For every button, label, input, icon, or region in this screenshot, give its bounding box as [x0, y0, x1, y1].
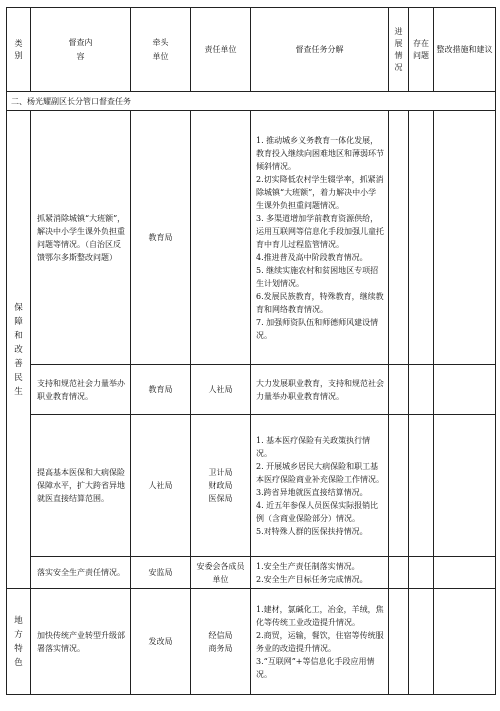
row-lead-unit: 教育局: [131, 111, 191, 365]
row-responsible-unit: 安委会各成员单位: [191, 557, 251, 589]
row-tasks: [251, 589, 389, 695]
task-item: 5. 继续实施农村和贫困地区专项招生计划情况。: [256, 265, 379, 288]
task-item: 5.对特殊人群的医保扶持情况。: [256, 526, 368, 536]
row-lead-unit: 发改局: [131, 589, 191, 695]
row-progress: [389, 557, 409, 589]
table-row: [7, 415, 496, 557]
task-item: 6.发展民族教育，特殊教育，继续教育和网络教育情况。: [256, 291, 384, 314]
table-row: [7, 589, 496, 695]
row-responsible-unit: 经信局 商务局: [191, 589, 251, 695]
task-item: 1. 基本医疗保险有关政策执行情况。: [256, 435, 371, 458]
task-item: 1. 推动城乡义务教育一体化发展，教育投入继续向困难地区和薄弱环节倾斜情况。: [256, 135, 384, 171]
row-lead-unit: 安监局: [131, 557, 191, 589]
task-item: 7. 加强师资队伍和师德师风建设情况。: [256, 317, 379, 340]
row-responsible-unit: 人社局: [191, 365, 251, 415]
header-measures: 整改措施和建议: [434, 8, 496, 92]
header-progress: 进展情况: [389, 8, 409, 92]
row-content: 提高基本医保和大病保险保障水平，扩大跨省异地就医直接结算范围。: [31, 415, 131, 557]
row-responsible-unit: 卫计局 财政局 医保局: [191, 415, 251, 557]
inspection-task-table: [6, 7, 496, 695]
row-problems: [409, 415, 434, 557]
task-item: 2.切实降低农村学生辍学率，抓紧消除城镇“大班额”，着力解决中小学生课外负担重问题情况。: [256, 174, 384, 210]
row-lead-unit: 教育局: [131, 365, 191, 415]
row-lead-unit: 人社局: [131, 415, 191, 557]
row-content: 抓紧消除城镇“大班额”，解决中小学生课外负担重问题等情况。（自治区反馈鄂尔多斯整改问题）: [31, 111, 131, 365]
row-progress: [389, 415, 409, 557]
row-measures: [434, 557, 496, 589]
task-item: 3. 多渠道增加学前教育资源供给，运用互联网等信息化手段加强儿童托育中育儿过程监管情况。: [256, 213, 384, 249]
section-row: [7, 92, 496, 111]
table-row: [7, 365, 496, 415]
row-measures: [434, 111, 496, 365]
header-lead-unit: 牵头单位: [131, 8, 191, 92]
table-row: [7, 557, 496, 589]
table-row: [7, 111, 496, 365]
task-item: 1.建材，氯碱化工，冶金，羊绒，焦化等传统工业改造提升情况。: [256, 604, 384, 627]
header-tasks: 督查任务分解: [251, 8, 389, 92]
row-problems: [409, 557, 434, 589]
row-tasks: [251, 557, 389, 589]
row-tasks: [251, 365, 389, 415]
row-content: 落实安全生产责任情况。: [31, 557, 131, 589]
category-local: 地方特色: [7, 589, 31, 695]
task-item: 2. 开展城乡居民大病保险和职工基本医疗保险商业补充保险工作情况。: [256, 461, 384, 484]
task-item: 1.安全生产责任制落实情况。: [256, 561, 360, 571]
task-item: 3.“互联网”+等信息化手段应用情况。: [256, 656, 375, 679]
row-problems: [409, 589, 434, 695]
row-measures: [434, 365, 496, 415]
row-tasks: [251, 111, 389, 365]
row-responsible-unit: [191, 111, 251, 365]
row-tasks: [251, 415, 389, 557]
category-livelihood: 保障和改善民生: [7, 111, 31, 589]
row-measures: [434, 589, 496, 695]
header-row: [7, 8, 496, 92]
row-progress: [389, 589, 409, 695]
header-content: 督查内容: [31, 8, 131, 92]
task-item: 3.跨省异地就医直接结算情况。: [256, 487, 368, 497]
row-content: 支持和规范社会力量举办职业教育情况。: [31, 365, 131, 415]
row-measures: [434, 415, 496, 557]
header-problems: 存在问题: [409, 8, 434, 92]
task-item: 4.推进普及高中阶段教育情况。: [256, 252, 368, 262]
row-progress: [389, 111, 409, 365]
header-category: 类别: [7, 8, 31, 92]
task-item: 4. 近五年参保人员医保实际报销比例（含商业保险部分）情况。: [256, 500, 379, 523]
task-item: 2.商贸，运输，餐饮，住宿等传统服务业的改造提升情况。: [256, 630, 384, 653]
row-progress: [389, 365, 409, 415]
task-item: 大力发展职业教育，支持和规范社会力量举办职业教育情况。: [256, 378, 384, 401]
row-problems: [409, 111, 434, 365]
task-item: 2.安全生产目标任务完成情况。: [256, 574, 368, 584]
row-problems: [409, 365, 434, 415]
section-title: 二、杨光耀副区长分管口督查任务: [7, 92, 496, 111]
header-responsible-unit: 责任单位: [191, 8, 251, 92]
row-content: 加快传统产业转型升级部署落实情况。: [31, 589, 131, 695]
